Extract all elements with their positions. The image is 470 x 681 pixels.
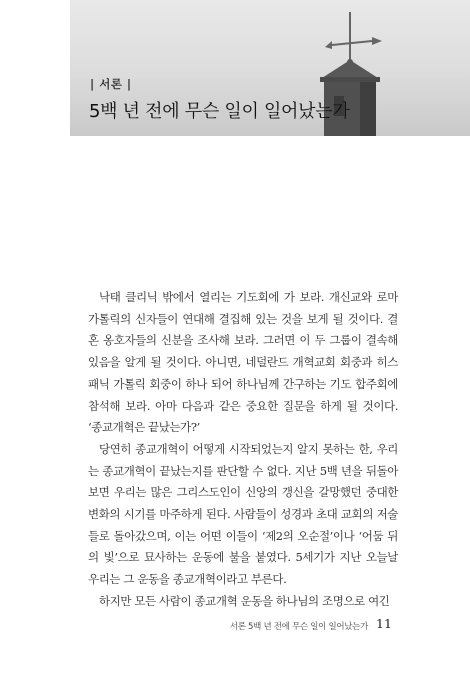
- body-text: [88, 287, 398, 613]
- page-number: 11: [376, 616, 392, 631]
- chapter-title: 5백 년 전에 무슨 일이 일어났는가: [89, 101, 350, 122]
- section-label: | 서론 |: [90, 77, 132, 91]
- paragraph-1: 낙태 클리닉 밖에서 열리는 기도회에 가 보라. 개신교와 로마 가톨릭의 신자들이 연대해 결집해 있는 것을 보게 될 것이다. 결혼 옹호자들의 신분을 조사해 보라. 그러면 이 두 그룹이 결속해 있음을 알게 될 것이다. 아니면, 네덜란드 개혁교회 회중과 히스패닉 가톨릭 회중이 하나 되어 하나님께 간구하는 기도 합주회에 참석해 보라. 아마 다음과 같은 중요한 질문을 하게 될 것이다. ‘종교개혁은 끝났는가?’: [88, 290, 398, 435]
- paragraph-2: 당연히 종교개혁이 어떻게 시작되었는지 알지 못하는 한, 우리는 종교개혁이 끝났는지를 판단할 수 없다. 지난 5백 년을 뒤돌아보면 우리는 많은 그리스도인이 신앙의 갱신을 갈망했던 중대한 변화의 시기를 마주하게 된다. 사람들이 성경과 초대 교회의 저술들로 돌아갔으며, 이는 어떤 이들이 ‘제2의 오순절’이나 ‘어둠 뒤의 빛’으로 묘사하는 운동에 불을 붙였다. 5세기가 지난 오늘날 우리는 그 운동을 종교개혁이라고 부른다.: [88, 441, 398, 587]
- paragraph-3: 하지만 모든 사람이 종교개혁 운동을 하나님의 조명으로 여긴: [99, 593, 390, 608]
- running-head: 서론 5백 년 전에 무슨 일이 일어났는가: [229, 622, 368, 632]
- page-footer: [0, 616, 470, 634]
